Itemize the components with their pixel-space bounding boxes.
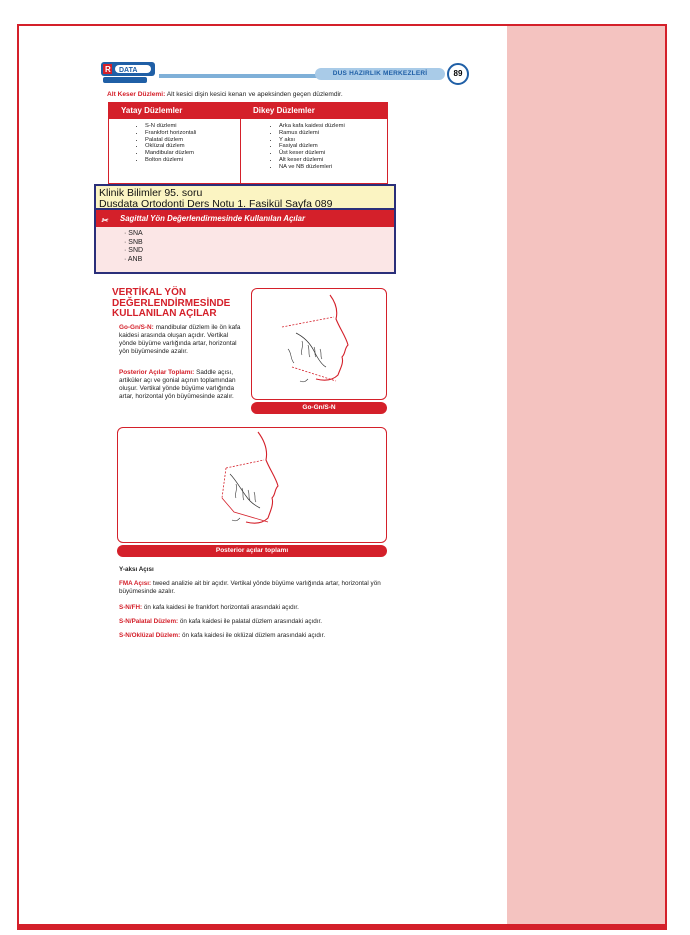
dusdata-logo <box>101 62 155 84</box>
header-center-label: DUS HAZIRLIK MERKEZLERİ <box>315 68 445 80</box>
document-frame <box>17 24 667 930</box>
list-item: • Fasiyal düzlem <box>279 143 387 150</box>
vertical-planes-column <box>241 103 387 183</box>
list-item: • Alt keser düzlemi <box>279 157 387 164</box>
sagittal-angles-body <box>96 227 394 272</box>
question-title-area <box>96 186 394 210</box>
y-aksi-heading: Y-aksı Açısı <box>119 566 154 573</box>
vertical-planes-header: Dikey Düzlemler <box>241 103 387 119</box>
list-item: • Bolton düzlemi <box>145 157 240 164</box>
alt-keser-line <box>107 91 343 98</box>
posterior-text: Saddle açısı, artiküler açı ve gonial açının toplamından oluşur. Vertikal yönde büyüme varlığında artar, horizontal yön büyümesinde azalır. <box>119 369 236 400</box>
gogn-label: Go-Gn/S-N: <box>119 324 154 331</box>
posterior-paragraph <box>119 369 246 401</box>
posterior-figure-caption: Posterior açılar toplamı <box>117 545 387 557</box>
gogn-figure <box>251 288 387 400</box>
logo-text: DATA <box>119 67 138 74</box>
sn-fh-paragraph: S-N/FH: ön kafa kaidesi ile frankfort horizontali arasındaki açıdır. <box>119 604 299 611</box>
sagittal-angles-bar <box>96 210 394 227</box>
list-item: • S-N düzlemi <box>145 123 240 130</box>
gogn-paragraph <box>119 324 246 356</box>
list-item: • NA ve NB düzlemleri <box>279 164 387 171</box>
list-item: · SND <box>124 247 144 255</box>
vertical-planes-list <box>241 123 387 171</box>
scissors-icon: ✂ <box>101 216 108 225</box>
horizontal-planes-column <box>109 103 240 183</box>
page-number: 89 <box>447 63 469 85</box>
sn-palatal-paragraph: S-N/Palatal Düzlem: ön kafa kaidesi ile palatal düzlem arasındaki açıdır. <box>119 618 323 625</box>
gogn-text: mandibular düzlem ile ön kafa kaidesi arasında oluşan açıdır. Vertikal yönde büyüme varlığında artar, horizontal yön büyümesinde azalır. <box>119 324 241 355</box>
planes-table <box>108 102 388 184</box>
side-panel <box>507 26 667 924</box>
vertical-section-title: VERTİKAL YÖN DEĞERLENDİRMESİNDE KULLANILAN AÇILAR <box>112 287 231 319</box>
list-item: • Palatal düzlem <box>145 137 240 144</box>
cephalometric-drawing <box>252 289 386 399</box>
svg-text:R: R <box>105 65 111 74</box>
fma-paragraph: FMA Açısı: tweed analizie ait bir açıdır. Vertikal yönde büyüme varlığında artar, horizontal yön büyümesinde azalır. <box>119 580 381 595</box>
sagittal-angles-title: Sagittal Yön Değerlendirmesinde Kullanılan Açılar <box>120 214 306 223</box>
gogn-figure-caption: Go-Gn/S-N <box>251 402 387 414</box>
question-source: Dusdata Ortodonti Ders Notu 1. Fasikül Sayfa 089 <box>99 197 333 210</box>
list-item: · ANB <box>124 255 143 263</box>
document-page <box>19 26 507 924</box>
list-item: • Arka kafa kaidesi düzlemi <box>279 123 387 130</box>
alt-keser-label: Alt Keser Düzlemi: <box>107 91 166 98</box>
list-item: · SNA <box>124 230 143 237</box>
sn-okluzal-paragraph: S-N/Oklüzal Düzlem: ön kafa kaidesi ile oklüzal düzlem arasındaki açıdır. <box>119 632 326 639</box>
list-item: • Ramus düzlemi <box>279 130 387 137</box>
sagittal-angles-list <box>124 230 143 264</box>
header-rule <box>159 74 319 78</box>
posterior-label: Posterior Açılar Toplamı: <box>119 369 195 376</box>
question-reference-box <box>94 184 396 274</box>
question-title: Klinik Bilimler 95. soru <box>99 187 203 199</box>
horizontal-planes-header: Yatay Düzlemler <box>109 103 240 119</box>
list-item: • Üst keser düzlemi <box>279 150 387 157</box>
alt-keser-text: Alt kesici dişin kesici kenarı ve apeksinden geçen düzlemdir. <box>165 91 343 98</box>
posterior-angles-figure <box>117 427 387 543</box>
list-item: • Mandibular düzlem <box>145 150 240 157</box>
list-item: • Oklüzal düzlem <box>145 143 240 150</box>
list-item: • Y aksı <box>279 137 387 144</box>
horizontal-planes-list <box>109 123 240 164</box>
list-item: • Frankfort horizontali <box>145 130 240 137</box>
list-item: · SNB <box>124 238 143 246</box>
cephalometric-drawing <box>118 428 386 542</box>
